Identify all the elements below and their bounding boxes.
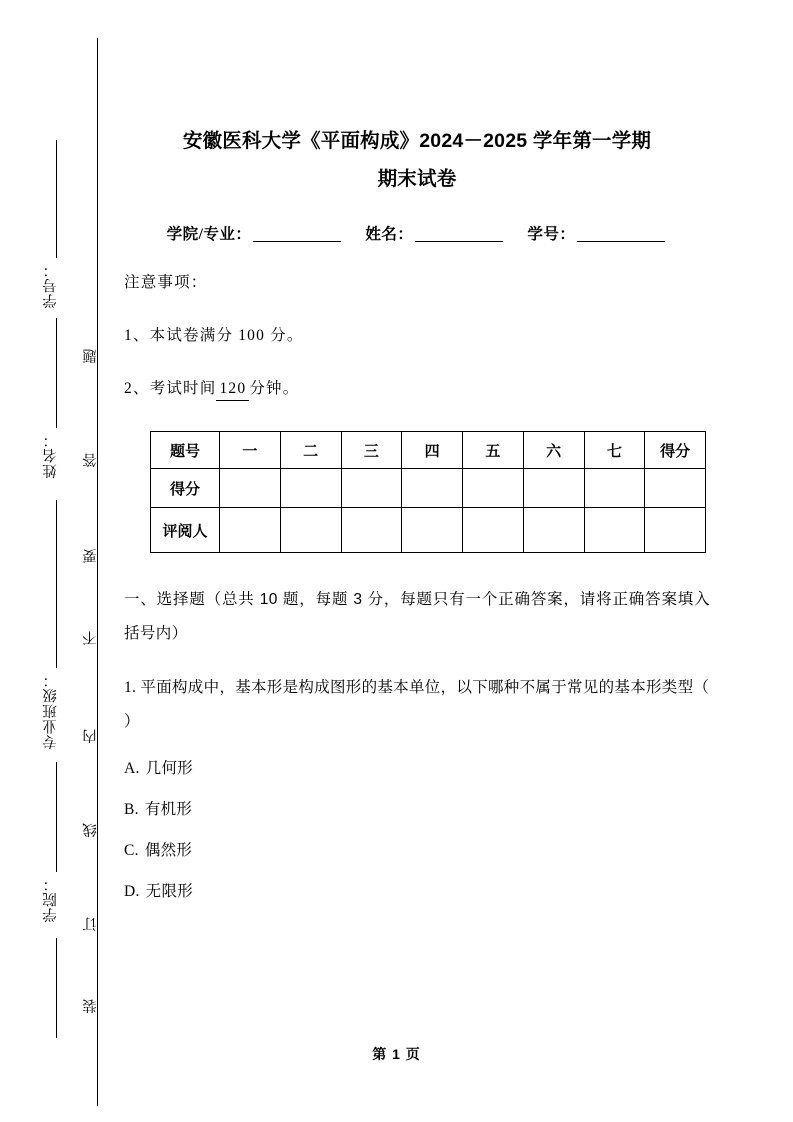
exam-duration-value: 120 (216, 378, 249, 401)
seal-field-label-1: 姓名： (43, 432, 59, 479)
score-table-cell[interactable] (280, 469, 341, 508)
answer-option[interactable] (124, 758, 710, 780)
score-table-row-header: 得分 (151, 469, 220, 508)
question-number: 1. (124, 679, 141, 696)
seal-outer-rule-segment (56, 318, 57, 428)
seal-field-label-0: 学号： (43, 262, 59, 309)
answer-option[interactable] (124, 840, 710, 862)
score-table-cell[interactable] (341, 508, 402, 553)
seal-binding-margin (0, 0, 100, 1122)
score-table (150, 431, 706, 553)
student-id-label: 学号： (527, 226, 576, 243)
score-table-cell[interactable] (220, 508, 281, 553)
seal-line-char-4: 内 (83, 728, 99, 744)
question-stem (124, 671, 710, 739)
option-label: C. (124, 842, 139, 859)
notice-item-2-suffix: 分钟。 (249, 380, 300, 397)
score-table-header-cell: 五 (463, 432, 524, 469)
answer-option[interactable] (124, 799, 710, 821)
table-row (151, 469, 706, 508)
score-table-corner-header: 题号 (151, 432, 220, 469)
section-heading: 一、选择题（总共 10 题，每题 3 分，每题只有一个正确答案，请将正确答案填入括号内） (124, 591, 710, 642)
score-table-cell[interactable] (402, 508, 463, 553)
score-table-cell[interactable] (584, 508, 645, 553)
seal-inner-vertical-rule (97, 38, 98, 1106)
score-table-cell[interactable] (341, 469, 402, 508)
score-table-cell[interactable] (463, 469, 524, 508)
seal-line-char-1: 答 (83, 452, 99, 468)
page-title-line-2: 期末试卷 (377, 168, 457, 190)
answer-option[interactable] (124, 881, 710, 903)
option-text: 偶然形 (144, 842, 193, 859)
option-text: 有机形 (144, 801, 193, 818)
notice-item-2-prefix: 2、考试时间 (124, 380, 217, 397)
question-area (124, 583, 710, 903)
page-title (124, 0, 710, 198)
score-table-cell[interactable] (402, 469, 463, 508)
page-number: 第 1 页 (372, 1046, 421, 1062)
table-row (151, 432, 706, 469)
seal-line-char-2: 要 (83, 548, 99, 564)
seal-line-char-6: 订 (83, 916, 99, 932)
score-table-header-cell: 得分 (645, 432, 706, 469)
seal-outer-rule-segment (56, 762, 57, 872)
score-table-cell[interactable] (280, 508, 341, 553)
score-table-header-cell: 六 (523, 432, 584, 469)
seal-line-char-5: 线 (83, 822, 99, 838)
score-table-header-cell: 七 (584, 432, 645, 469)
seal-outer-rule-segment (56, 938, 57, 1038)
score-table-container (150, 431, 706, 553)
student-info-row (124, 222, 710, 244)
notice-item-1: 1、本试卷满分 100 分。 (124, 327, 304, 344)
option-text: 几何形 (145, 760, 194, 777)
score-table-cell[interactable] (645, 469, 706, 508)
table-row (151, 508, 706, 553)
seal-line-char-3: 不 (83, 630, 99, 646)
name-label: 姓名： (365, 226, 414, 243)
score-table-header-cell: 一 (220, 432, 281, 469)
notice-item-2 (124, 378, 710, 401)
score-table-header-cell: 二 (280, 432, 341, 469)
college-major-blank[interactable] (253, 241, 341, 242)
score-table-cell[interactable] (463, 508, 524, 553)
college-major-label: 学院/专业： (166, 226, 252, 243)
option-text: 无限形 (145, 883, 194, 900)
score-table-cell[interactable] (523, 508, 584, 553)
score-table-cell[interactable] (645, 508, 706, 553)
score-table-header-cell: 四 (402, 432, 463, 469)
seal-line-char-0: 题 (83, 348, 99, 364)
page-footer (0, 1044, 793, 1064)
score-table-row-header: 评阅人 (151, 508, 220, 553)
student-id-blank[interactable] (577, 241, 665, 242)
page-title-line-1: 安徽医科大学《平面构成》2024－2025 学年第一学期 (182, 130, 652, 152)
seal-field-label-3: 学院： (43, 876, 59, 923)
seal-line-char-7: 装 (83, 998, 99, 1014)
option-label: B. (124, 801, 139, 818)
seal-outer-rule-segment (56, 500, 57, 668)
seal-outer-rule-segment (56, 140, 57, 258)
option-label: D. (124, 883, 140, 900)
name-blank[interactable] (415, 241, 503, 242)
notice-title: 注意事项： (124, 274, 208, 291)
option-label: A. (124, 760, 140, 777)
score-table-header-cell: 三 (341, 432, 402, 469)
score-table-cell[interactable] (523, 469, 584, 508)
score-table-cell[interactable] (584, 469, 645, 508)
exam-paper-body (124, 0, 710, 903)
question-text: 平面构成中，基本形是构成图形的基本单位，以下哪种不属于常见的基本形类型（ ） (124, 679, 710, 730)
seal-field-label-2: 专业班级： (43, 672, 59, 750)
score-table-cell[interactable] (220, 469, 281, 508)
